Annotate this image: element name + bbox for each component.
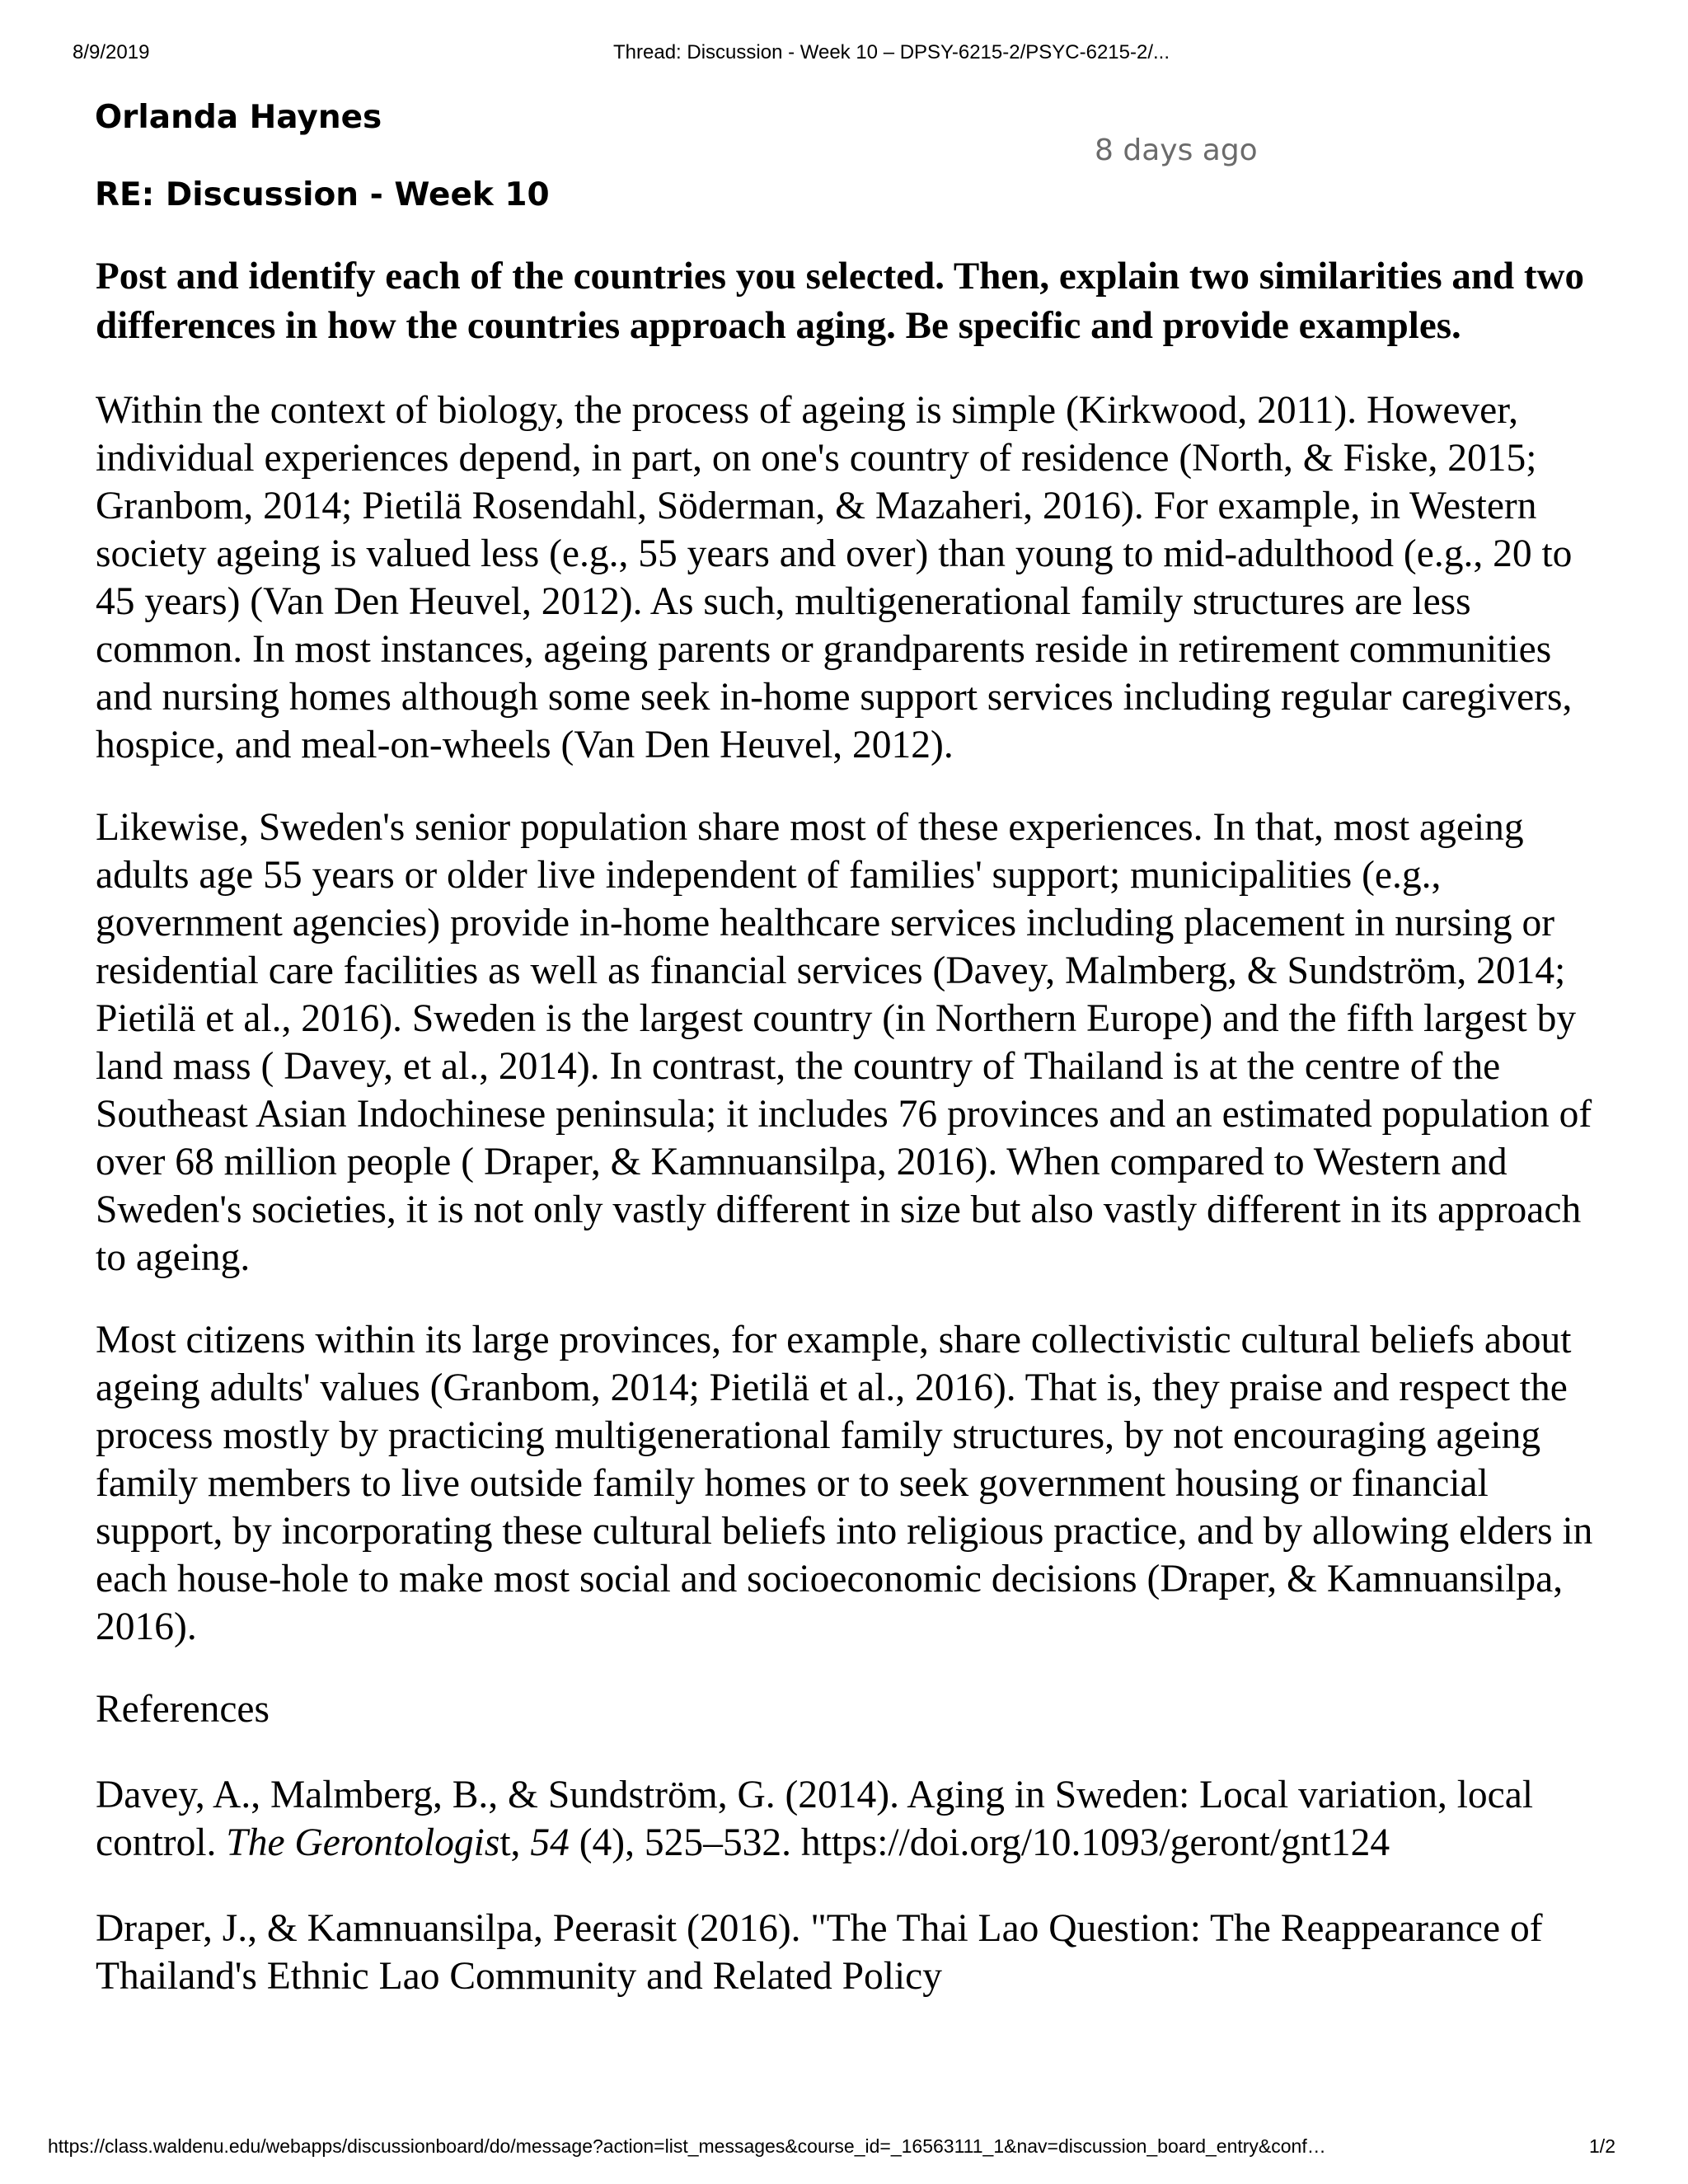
- body-paragraph: Likewise, Sweden's senior population share most of these experiences. In that, most ageing adults age 55 years or older live independent of families' support; municipalities (e.g., government agencies) provide in-home healthcare services including placement in nursing or residential care facilities as well as financial services (Davey, Malmberg, & Sundström, 2014; Pietilä et al., 2016). Sweden is the largest country (in Northern Europe) and the fifth largest by land mass ( Davey, et al., 2014). In contrast, the country of Thailand is at the centre of the Southeast Asian Indochinese peninsula; it includes 76 provinces and an estimated population of over 68 million people ( Draper, & Kamnuansilpa, 2016). When compared to Western and Sweden's societies, it is not only vastly different in size but also vastly different in its approach to ageing.: [96, 806, 1592, 1279]
- discussion-prompt: Post and identify each of the countries you selected. Then, explain two similarities and two differences in how the countries approach aging. Be specific and provide examples.: [96, 255, 1584, 347]
- post-body: [96, 251, 1604, 2038]
- reference-text: t,: [499, 1821, 531, 1864]
- post-subject: RE: Discussion - Week 10: [95, 176, 550, 213]
- reference-text: (4), 525–532. https://doi.org/10.1093/geront/gnt124: [569, 1821, 1390, 1864]
- print-date: 8/9/2019: [73, 41, 150, 63]
- references-heading: References: [96, 1688, 270, 1731]
- reference-entry: [96, 1771, 1604, 1867]
- print-url: https://class.waldenu.edu/webapps/discussionboard/do/message?action=list_messages&course_id=_16563111_1&nav=discussion_board_entry&conf…: [48, 2135, 1326, 2157]
- reference-text: Davey, A., Malmberg, B., & Sundström, G. (2014). Aging in Sweden: Local variation, local control.: [96, 1774, 1534, 1864]
- reference-journal: The Gerontologis: [226, 1821, 500, 1864]
- body-paragraph: Most citizens within its large provinces, for example, share collectivistic cultural beliefs about ageing adults' values (Granbom, 2014; Pietilä et al., 2016). That is, they praise and respect the process mostly by practicing multigenerational family structures, by not encouraging ageing family members to live outside family homes or to seek government housing or financial support, by incorporating these cultural beliefs into religious practice, and by allowing elders in each house-hole to make most social and socioeconomic decisions (Draper, & Kamnuansilpa, 2016).: [96, 1319, 1593, 1648]
- body-paragraph: Within the context of biology, the process of ageing is simple (Kirkwood, 2011). However, individual experiences depend, in part, on one's country of residence (North, & Fiske, 2015; Granbom, 2014; Pietilä Rosendahl, Söderman, & Mazaheri, 2016). For example, in Western society ageing is valued less (e.g., 55 years and over) than young to mid-adulthood (e.g., 20 to 45 years) (Van Den Heuvel, 2012). As such, multigenerational family structures are less common. In most instances, ageing parents or grandparents reside in retirement communities and nursing homes although some seek in-home support services including regular caregivers, hospice, and meal-on-wheels (Van Den Heuvel, 2012).: [96, 389, 1573, 766]
- print-page-number: 1/2: [1589, 2135, 1615, 2157]
- reference-volume: 54: [530, 1821, 570, 1864]
- reference-entry: Draper, J., & Kamnuansilpa, Peerasit (2016). "The Thai Lao Question: The Reappearance of Thailand's Ethnic Lao Community and Related Policy: [96, 1907, 1543, 1998]
- post-timestamp: 8 days ago: [1095, 134, 1258, 167]
- print-page-title: Thread: Discussion - Week 10 – DPSY-6215-2/PSYC-6215-2/...: [613, 41, 1170, 63]
- post-author: Orlanda Haynes: [95, 99, 382, 136]
- print-header: [73, 41, 1615, 69]
